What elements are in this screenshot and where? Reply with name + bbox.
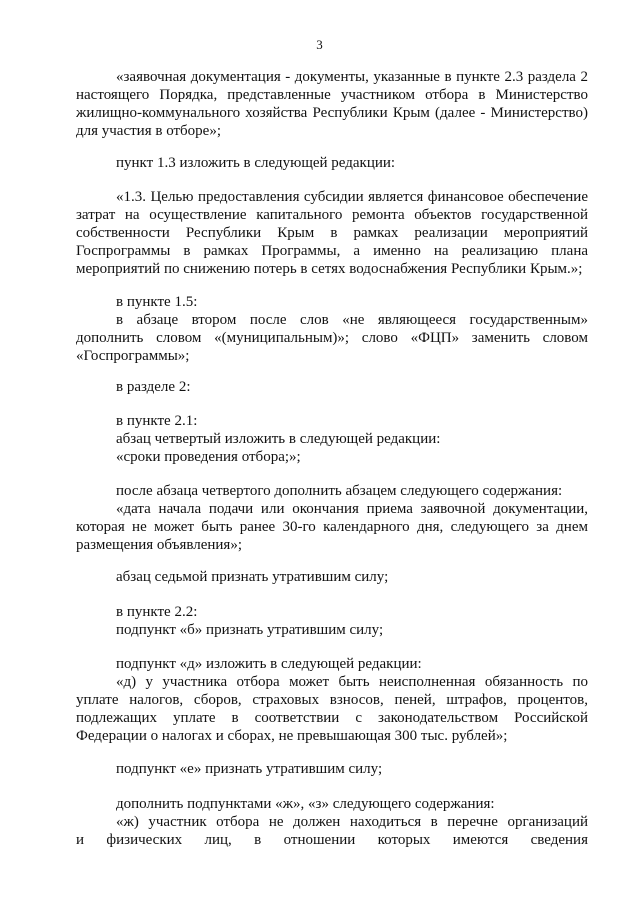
paragraph-clause-1-3-intro bbox=[76, 154, 588, 172]
text-line: и физических лиц, в отношении которых имеются сведения bbox=[76, 832, 588, 848]
paragraph-add-paragraph bbox=[76, 482, 588, 554]
text-line: в разделе 2: bbox=[116, 379, 191, 395]
paragraph-clause-2-2 bbox=[76, 603, 588, 639]
text-line: Госпрограммы в рамках Программы, а именно на реализацию плана bbox=[76, 243, 588, 259]
text-line: в абзаце втором после слов «не являющееся государственным» bbox=[116, 312, 588, 328]
text-line: в пункте 2.2: bbox=[116, 604, 198, 620]
text-line: «дата начала подачи или окончания приема заявочной документации, bbox=[116, 501, 588, 517]
paragraph-paragraph-seven bbox=[76, 568, 588, 586]
text-line: которая не может быть ранее 30-го календарного дня, следующего за днем bbox=[76, 519, 588, 535]
text-line: жилищно-коммунального хозяйства Республики Крым (далее - Министерство) bbox=[76, 105, 588, 121]
text-line: абзац четвертый изложить в следующей редакции: bbox=[116, 431, 441, 447]
page-number: 3 bbox=[316, 37, 323, 52]
text-line: «Госпрограммы»; bbox=[76, 348, 190, 364]
paragraph-add-subclauses bbox=[76, 795, 588, 849]
paragraph-subclause-e bbox=[76, 760, 588, 778]
paragraph-section-2 bbox=[76, 378, 588, 396]
text-line: пункт 1.3 изложить в следующей редакции: bbox=[116, 155, 396, 171]
text-line: уплате налогов, сборов, страховых взносов, пеней, штрафов, процентов, bbox=[76, 692, 588, 708]
text-line: подпункт «е» признать утратившим силу; bbox=[116, 761, 383, 777]
text-line: затрат на осуществление капитального ремонта объектов государственной bbox=[76, 207, 588, 223]
paragraph-clause-1-3-text bbox=[76, 188, 588, 278]
text-line: подпункт «б» признать утратившим силу; bbox=[116, 622, 384, 638]
text-line: подлежащих уплате в соответствии с законодательством Российской bbox=[76, 710, 588, 726]
text-line: в пункте 1.5: bbox=[116, 294, 198, 310]
text-line: дополнить подпунктами «ж», «з» следующего содержания: bbox=[116, 796, 495, 812]
text-line: «д) у участника отбора может быть неисполненная обязанность по bbox=[116, 674, 588, 690]
text-line: дополнить словом «(муниципальным)»; слово «ФЦП» заменить словом bbox=[76, 330, 588, 346]
text-line: «ж) участник отбора не должен находиться в перечне организаций bbox=[116, 814, 588, 830]
text-line: размещения объявления»; bbox=[76, 537, 242, 553]
text-line: после абзаца четвертого дополнить абзацем следующего содержания: bbox=[116, 483, 563, 499]
text-line: абзац седьмой признать утратившим силу; bbox=[116, 569, 389, 585]
text-line: настоящего Порядка, представленные участником отбора в Министерство bbox=[76, 87, 588, 103]
paragraph-clause-1-5 bbox=[76, 293, 588, 365]
text-line: «сроки проведения отбора;»; bbox=[116, 449, 301, 465]
text-line: для участия в отборе»; bbox=[76, 123, 222, 139]
paragraph-clause-2-1 bbox=[76, 412, 588, 466]
text-line: собственности Республики Крым в рамках реализации мероприятий bbox=[76, 225, 588, 241]
paragraph-application-docs bbox=[76, 68, 588, 140]
text-line: «1.3. Целью предоставления субсидии является финансовое обеспечение bbox=[116, 189, 588, 205]
text-line: «заявочная документация - документы, указанные в пункте 2.3 раздела 2 bbox=[116, 69, 588, 85]
paragraph-subclause-d bbox=[76, 655, 588, 745]
text-line: мероприятий по снижению потерь в сетях водоснабжения Республики Крым.»; bbox=[76, 261, 583, 277]
text-line: Федерации о налогах и сборах, не превышающая 300 тыс. рублей»; bbox=[76, 728, 508, 744]
text-line: в пункте 2.1: bbox=[116, 413, 198, 429]
text-line: подпункт «д» изложить в следующей редакции: bbox=[116, 656, 422, 672]
